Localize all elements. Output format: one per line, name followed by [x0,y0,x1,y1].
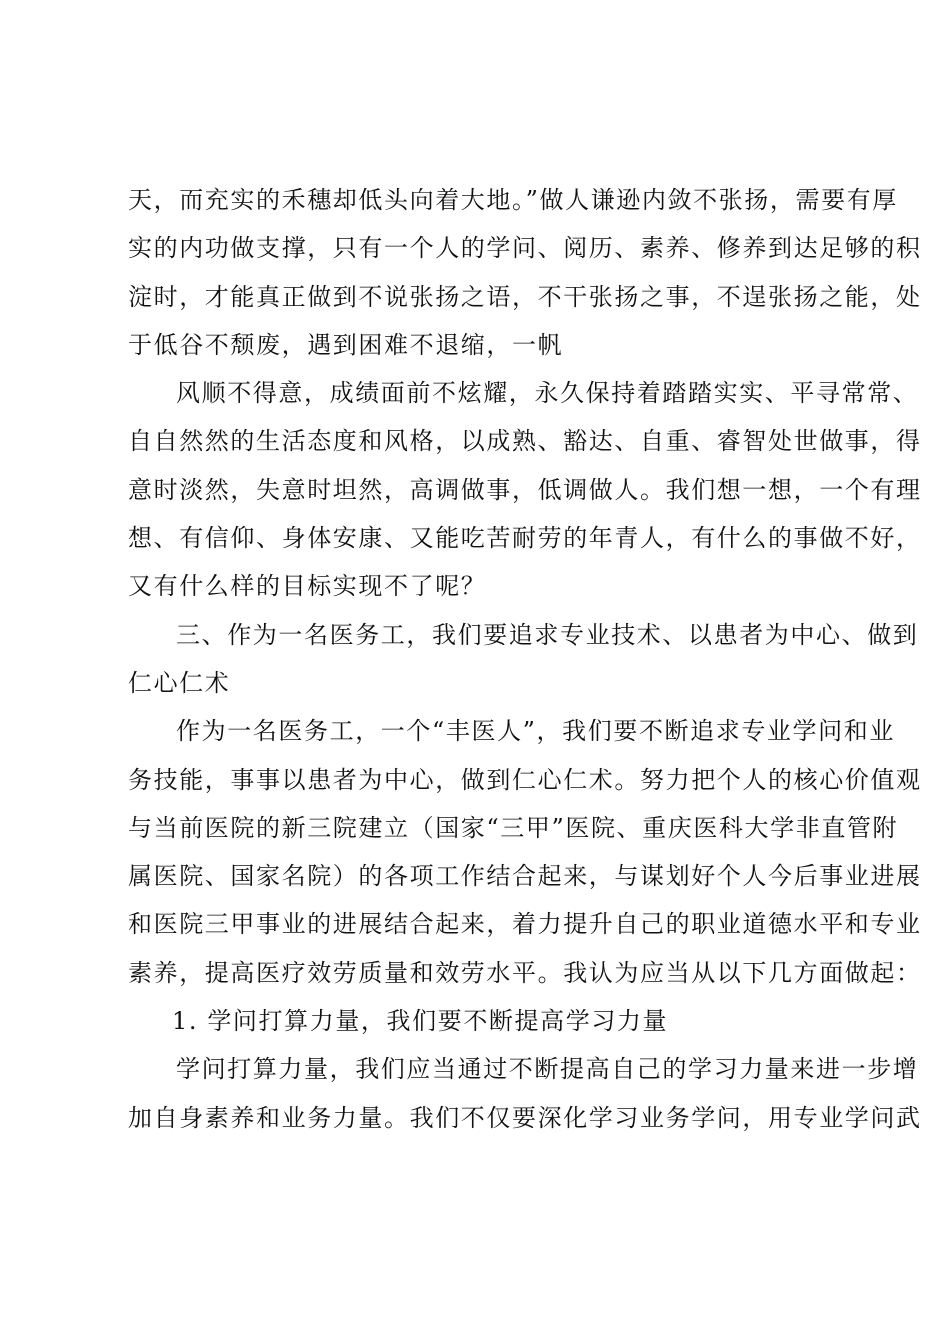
text-line: 实的内功做支撑，只有一个人的学问、阅历、素养、修养到达足够的积 [128,234,922,263]
text-line: 自自然然的生活态度和风格，以成熟、豁达、自重、睿智处世做事，得 [128,427,922,456]
text-line: 淀时，才能真正做到不说张扬之语，不干张扬之事，不逞张扬之能，处 [128,282,922,311]
text-line: 属医院、国家名院）的各项工作结合起来，与谋划好个人今后事业进展 [128,862,922,891]
text-line: 素养，提高医疗效劳质量和效劳水平。我认为应当从以下几方面做起： [128,958,922,987]
text-line: 天，而充实的禾穗却低头向着大地。”做人谦逊内敛不张扬，需要有厚 [128,186,898,214]
text-line: 作为一名医务工，一个“丰医人”，我们要不断追求专业学问和业 [176,717,895,746]
subheading-line: 1. 学问打算力量，我们要不断提高学习力量 [172,1007,669,1036]
text-line: 务技能，事事以患者为中心，做到仁心仁术。努力把个人的核心价值观 [128,765,922,794]
text-line: 加自身素养和业务力量。我们不仅要深化学习业务学问，用专业学问武 [128,1103,922,1132]
text-line: 意时淡然，失意时坦然，高调做事，低调做人。我们想一想，一个有理 [128,475,922,504]
text-line: 与当前医院的新三院建立（国家“三甲”医院、重庆医科大学非直管附 [128,813,899,842]
text-line: 又有什么样的目标实现不了呢？ [128,572,487,601]
text-line: 和医院三甲事业的进展结合起来，着力提升自己的职业道德水平和专业 [128,910,922,939]
text-line: 于低谷不颓废，遇到困难不退缩，一帆 [128,330,564,359]
section-heading-line: 仁心仁术 [128,668,231,697]
section-heading-line: 三、作为一名医务工，我们要追求专业技术、以患者为中心、做到 [176,620,919,649]
text-line: 风顺不得意，成绩面前不炫耀，永久保持着踏踏实实、平寻常常、 [176,379,919,408]
text-line: 想、有信仰、身体安康、又能吃苦耐劳的年青人，有什么的事做不好， [128,524,922,553]
text-line: 学问打算力量，我们应当通过不断提高自己的学习力量来进一步增 [176,1055,919,1084]
document-body [128,176,922,1142]
